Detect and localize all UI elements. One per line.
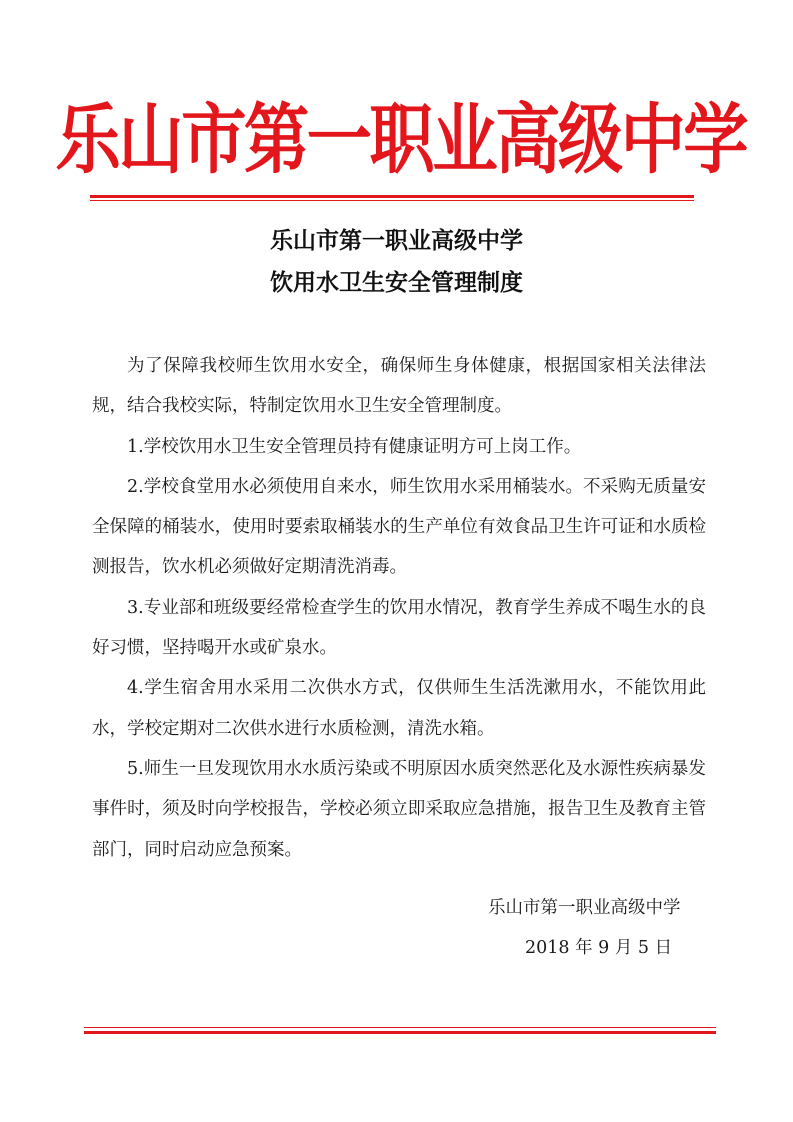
paragraph-item-5: 5.师生一旦发现饮用水水质污染或不明原因水质突然恶化及水源性疾病暴发事件时，须及时向学校报告，学校必须立即采取应急措施，报告卫生及教育主管部门，同时启动应急预案。 bbox=[92, 758, 706, 860]
document-body bbox=[92, 346, 706, 870]
paragraph-item-2: 2.学校食堂用水必须使用自来水，师生饮用水采用桶装水。不采购无质量安全保障的桶装水，使用时要索取桶装水的生产单位有效食品卫生许可证和水质检测报告，饮水机必须做好定期清洗消毒。 bbox=[92, 476, 706, 578]
masthead-rule-thin bbox=[90, 200, 694, 201]
footer-rule-thick bbox=[84, 1031, 716, 1034]
signature-date: 2018 年 9 月 5 日 bbox=[525, 938, 673, 958]
document-title-line-1: 乐山市第一职业高级中学 bbox=[270, 228, 523, 254]
document-title-line-2: 饮用水卫生安全管理制度 bbox=[270, 270, 523, 296]
paragraph-intro: 为了保障我校师生饮用水安全，确保师生身体健康，根据国家相关法律法规，结合我校实际，特制定饮用水卫生安全管理制度。 bbox=[92, 356, 706, 417]
document-masthead: 乐山市第一职业高级中学 bbox=[55, 95, 747, 184]
masthead-rule-thick bbox=[90, 195, 694, 198]
paragraph-item-1: 1.学校饮用水卫生安全管理员持有健康证明方可上岗工作。 bbox=[127, 436, 582, 457]
signature-organization: 乐山市第一职业高级中学 bbox=[488, 898, 681, 918]
paragraph-item-4: 4.学生宿舍用水采用二次供水方式，仅供师生生活洗漱用水，不能饮用此水，学校定期对二次供水进行水质检测，清洗水箱。 bbox=[92, 678, 706, 739]
paragraph-item-3: 3.专业部和班级要经常检查学生的饮用水情况，教育学生养成不喝生水的良好习惯，坚持喝开水或矿泉水。 bbox=[92, 597, 706, 659]
footer-rule-thin bbox=[84, 1027, 716, 1028]
